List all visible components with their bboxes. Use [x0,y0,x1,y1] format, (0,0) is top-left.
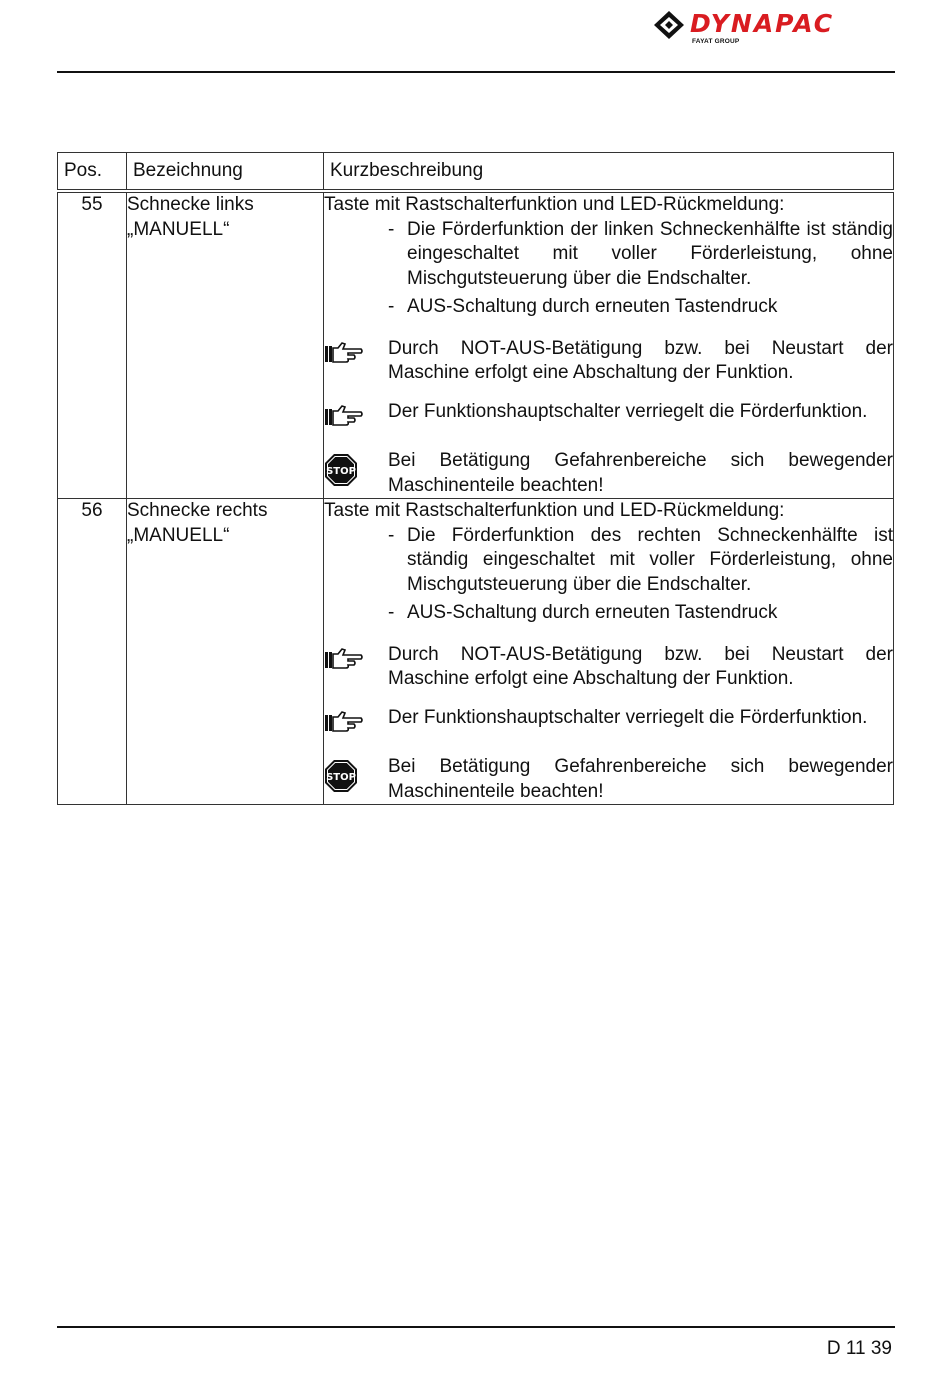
note-text: Durch NOT-AUS-Betätigung bzw. bei Neustart der Maschine erfolgt eine Abschaltung der Funktion. [388,337,893,383]
brand-subtitle: FAYAT GROUP [692,38,740,45]
note-text: Bei Betätigung Gefahrenbereiche sich bewegender Maschinenteile beachten! [388,450,893,496]
table-row [58,191,894,499]
note [324,643,893,692]
name-line: „MANUELL“ [127,524,230,546]
bullet-item: - Die Förderfunktion des rechten Schneckenhälfte ist ständig eingeschaltet mit voller Förderleistung, ohne Mischgutsteuerung über die Endschalter. [388,524,893,598]
note-text: Durch NOT-AUS-Betätigung bzw. bei Neustart der Maschine erfolgt eine Abschaltung der Funktion. [388,643,893,689]
pos-cell: 56 [58,499,127,805]
bullet-text: AUS-Schaltung durch erneuten Tastendruck [407,296,778,317]
name-line: Schnecke links [127,194,254,215]
svg-text:STOP: STOP [326,466,356,477]
bullet-item: - Die Förderfunktion der linken Schneckenhälfte ist ständig eingeschaltet mit voller Förderleistung, ohne Mischgutsteuerung über die Endschalter. [388,218,893,292]
bullet-item: - AUS-Schaltung durch erneuten Tastendruck [388,601,893,626]
description-cell [324,191,894,499]
table-row [58,499,894,805]
svg-text:STOP: STOP [326,772,356,783]
table-header-row [58,153,894,192]
stop-sign-icon [324,449,388,495]
description-cell [324,499,894,805]
note [324,706,893,742]
header-rule [57,71,895,73]
name-line: „MANUELL“ [127,218,230,240]
pointing-hand-icon [324,337,388,373]
bullet-text: Die Förderfunktion der linken Schneckenhälfte ist ständig eingeschaltet mit voller Förderleistung, ohne Mischgutsteuerung über die Endschalter. [407,218,893,289]
name-cell [127,191,324,499]
warning-note [324,755,893,804]
function-table [57,152,894,805]
dynapac-diamond-icon [652,10,686,40]
bullet-text: Die Förderfunktion des rechten Schneckenhälfte ist ständig eingeschaltet mit voller Förderleistung, ohne Mischgutsteuerung über die Endschalter. [407,524,893,595]
description-intro: Taste mit Rastschalterfunktion und LED-Rückmeldung: [324,194,785,215]
footer-rule [57,1326,895,1328]
pointing-hand-icon [324,643,388,679]
bullet-item: - AUS-Schaltung durch erneuten Tastendruck [388,295,893,320]
column-header-pos: Pos. [58,153,127,192]
name-line: Schnecke rechts [127,500,268,521]
pos-cell: 55 [58,191,127,499]
dynapac-logo [652,8,902,48]
note-text: Der Funktionshauptschalter verriegelt die Förderfunktion. [388,706,868,728]
description-intro: Taste mit Rastschalterfunktion und LED-Rückmeldung: [324,500,785,521]
brand-name: DYNAPAC [690,9,835,38]
stop-sign-icon [324,755,388,801]
note [324,400,893,436]
pointing-hand-icon [324,400,388,436]
page-number: D 11 39 [826,1338,892,1359]
column-header-bezeichnung: Bezeichnung [127,153,324,192]
pointing-hand-icon [324,706,388,742]
note-text: Bei Betätigung Gefahrenbereiche sich bewegender Maschinenteile beachten! [388,756,893,802]
note [324,337,893,386]
column-header-kurzbeschreibung: Kurzbeschreibung [324,153,894,192]
bullet-text: AUS-Schaltung durch erneuten Tastendruck [407,602,778,623]
warning-note [324,449,893,498]
name-cell [127,499,324,805]
note-text: Der Funktionshauptschalter verriegelt die Förderfunktion. [388,400,868,422]
